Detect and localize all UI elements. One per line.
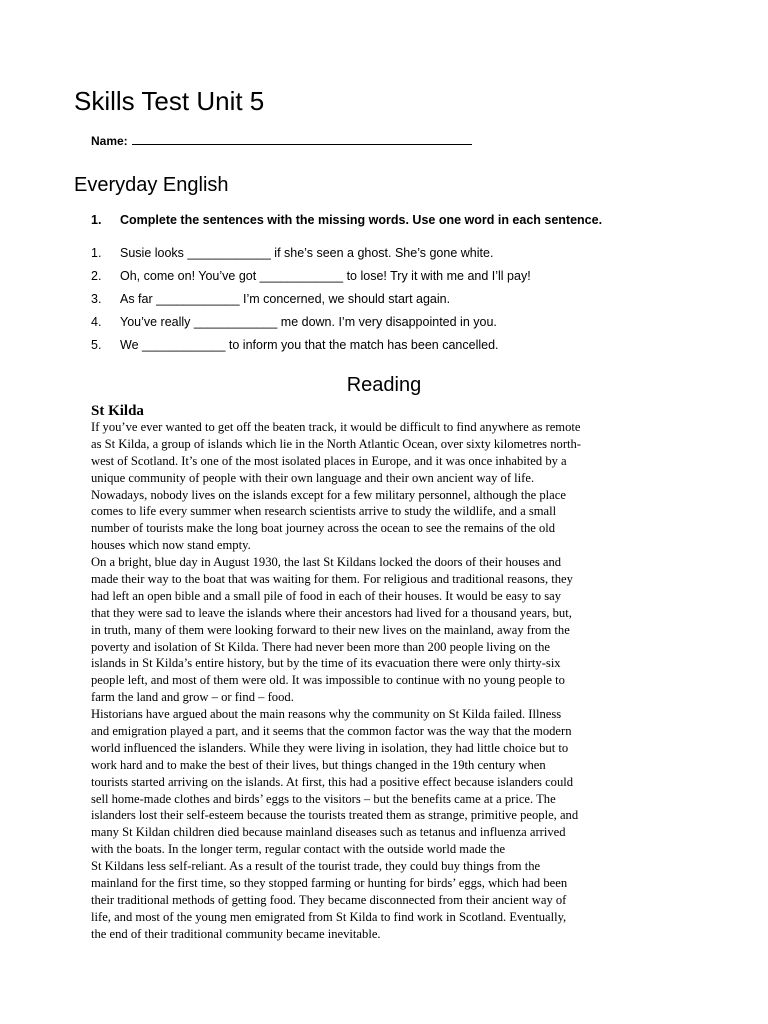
exercise-text: Oh, come on! You’ve got ____________ to lose! Try it with me and I’ll pay! (120, 269, 531, 283)
task-instruction (91, 212, 711, 228)
article-line: On a bright, blue day in August 1930, the last St Kildans locked the doors of their houses and (91, 555, 562, 570)
exercise-number: 4. (91, 315, 102, 329)
article-line: comes to life every summer when research scientists arrive to study the wildlife, and a small (91, 504, 557, 519)
article-line: in truth, many of them were looking forward to their new lives on the mainland, away from the (91, 622, 570, 637)
article-line: had left an open bible and a small pile of food in each of their houses. It would be easy to say (91, 588, 562, 603)
name-blank-line[interactable] (132, 132, 472, 145)
exercise-text: As far ____________ I’m concerned, we should start again. (120, 292, 451, 306)
article-line: St Kildans less self-reliant. As a result of the tourist trade, they could buy things from the (91, 859, 541, 874)
article-line: life, and most of the young men emigrated from St Kilda to find work in Scotland. Eventually, (91, 909, 567, 924)
exercise-text: Susie looks ____________ if she’s seen a ghost. She’s gone white. (120, 246, 494, 260)
task-number: 1. (91, 213, 102, 227)
article-line: tourists started arriving on the islands. At first, this had a positive effect because islanders could (91, 774, 574, 789)
everyday-english-heading: Everyday English (74, 174, 229, 196)
name-label: Name: (91, 134, 128, 148)
article-line: mainland for the first time, so they stopped farming or hunting for birds’ eggs, which had been (91, 876, 568, 891)
article-line: and emigration played a part, and it seems that the common factor was the way that the modern (91, 724, 572, 739)
article-line: west of Scotland. It’s one of the most isolated places in Europe, and it was once inhabited by a (91, 453, 567, 468)
article-line: houses which now stand empty. (91, 538, 251, 553)
article-line: their traditional methods of getting food. They became disconnected from their ancient way of (91, 892, 567, 907)
article-line: with the boats. In the longer term, regular contact with the outside world made the (91, 842, 506, 857)
exercise-item (91, 311, 531, 334)
article-title: St Kilda (91, 403, 144, 419)
article-line: work hard and to make the best of their lives, but things changed in the 19th century when (91, 757, 546, 772)
exercise-item (91, 288, 531, 311)
task-instruction-text: Complete the sentences with the missing words. Use one word in each sentence. (120, 213, 603, 227)
article-line: poverty and isolation of St Kilda. There had never been more than 200 people living on the (91, 639, 550, 654)
exercise-list (91, 242, 531, 357)
exercise-item (91, 242, 531, 265)
reading-heading: Reading (346, 374, 422, 396)
exercise-text: You’ve really ____________ me down. I’m very disappointed in you. (120, 315, 497, 329)
article-line: If you’ve ever wanted to get off the beaten track, it would be difficult to find anywhere as remote (91, 420, 581, 434)
article-line: islanders lost their self-esteem because the tourists treated them as strange, primitive people, and (91, 808, 579, 823)
exercise-number: 3. (91, 292, 102, 306)
exercise-item (91, 334, 531, 357)
exercise-item (91, 265, 531, 288)
article-body (91, 419, 701, 943)
article-line: made their way to the boat that was waiting for them. For religious and traditional reasons, they (91, 572, 573, 587)
exercise-number: 5. (91, 338, 102, 352)
page-title: Skills Test Unit 5 (74, 86, 265, 116)
article-line: islands in St Kilda’s entire history, but by the time of its evacuation there were only thirty-six (91, 656, 561, 671)
article-line: number of tourists make the long boat journey across the ocean to see the remains of the old (91, 521, 556, 536)
article-line: as St Kilda, a group of islands which lie in the North Atlantic Ocean, over sixty kilometres north- (91, 436, 582, 451)
article-line: sell home-made clothes and birds’ eggs to the visitors – but the benefits came at a price. The (91, 791, 556, 806)
exercise-number: 2. (91, 269, 102, 283)
article-line: the end of their traditional community became inevitable. (91, 926, 381, 941)
article-line: many St Kildan children died because mainland diseases such as tetanus and influenza arrived (91, 825, 566, 840)
article-line: farm the land and grow – or find – food. (91, 690, 294, 705)
article-line: Nowadays, nobody lives on the islands except for a few military personnel, although the place (91, 487, 566, 502)
exercise-text: We ____________ to inform you that the match has been cancelled. (120, 338, 499, 352)
article-line: unique community of people with their own language and their own ancient way of life. (91, 470, 535, 485)
article-line: world influenced the islanders. While they were living in isolation, they had little choice but to (91, 740, 569, 755)
exercise-number: 1. (91, 246, 102, 260)
article-line: people left, and most of them were old. It was impossible to continue with no young people to (91, 673, 565, 688)
article-line: Historians have argued about the main reasons why the community on St Kilda failed. Illness (91, 707, 562, 722)
article-line: that they were sad to leave the islands where their ancestors had lived for a thousand years, but, (91, 605, 572, 620)
name-field-row (91, 132, 472, 149)
